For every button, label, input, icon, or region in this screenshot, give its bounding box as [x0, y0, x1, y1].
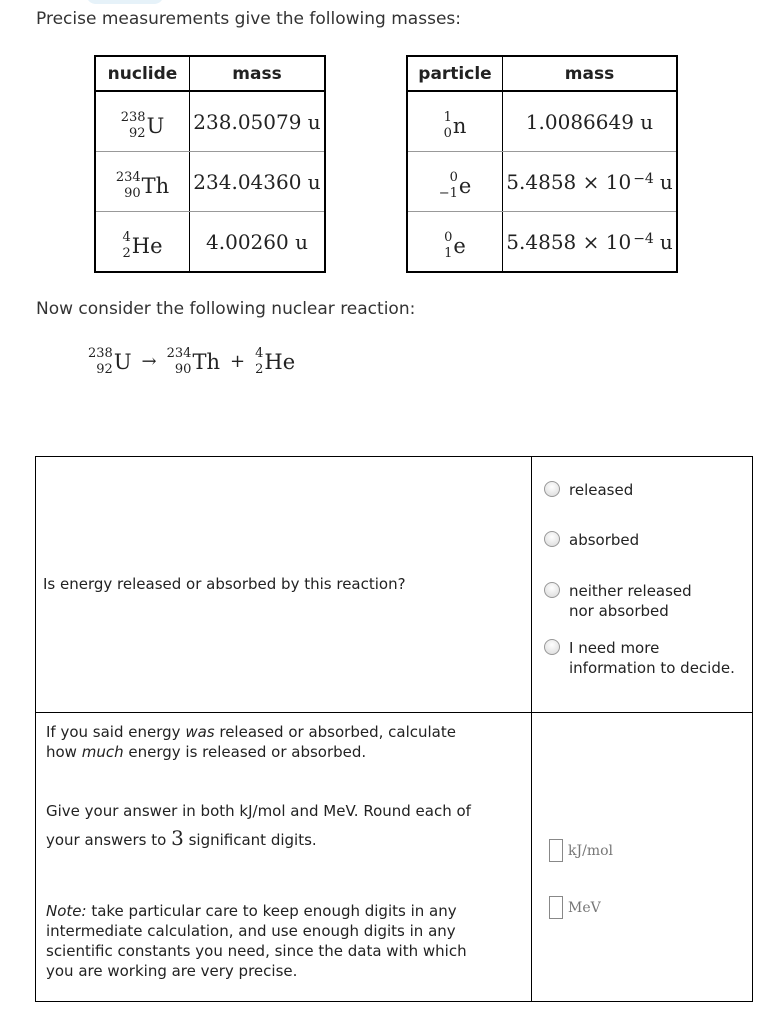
nuclide-th234: 234 90 Th: [115, 170, 170, 201]
column-divider: [531, 457, 532, 1001]
nuclide-header: nuclide: [95, 56, 190, 91]
kjmol-answer: [549, 839, 613, 862]
table-row: [407, 152, 677, 212]
particle-positron: 0 1 e: [444, 230, 466, 261]
question2-para2: Give your answer in both kJ/mol and MeV. Round each of your answers to 3 significant digits.: [46, 802, 471, 850]
option-released[interactable]: [544, 480, 633, 500]
question-box: [35, 456, 753, 1002]
nuclide-he4: 4 2 He: [122, 230, 163, 261]
arrow: →: [141, 351, 157, 372]
table-row: [407, 212, 677, 273]
mev-unit: MeV: [568, 899, 601, 916]
question1-row: [36, 457, 752, 713]
nuclide-table: [94, 55, 326, 273]
question2-note: Note: take particular care to keep enough digits in any intermediate calculation, and use enough digits in any scientific constants you need, since the data with which you are working are very precise.: [46, 902, 467, 980]
table-row: [95, 152, 325, 212]
option-label: neither released nor absorbed: [569, 582, 692, 620]
table-row: [407, 91, 677, 152]
mass-value: 4.00260 u: [190, 212, 326, 273]
nuclide-u238: 238 92 U: [120, 110, 165, 141]
mass-header: mass: [503, 56, 678, 91]
particle-header: particle: [407, 56, 503, 91]
top-tab-decoration: [86, 0, 164, 4]
mev-answer: [549, 896, 601, 919]
plus-sign: +: [230, 351, 246, 372]
kjmol-input[interactable]: [549, 839, 563, 862]
mass-value: 234.04360 u: [190, 152, 326, 212]
option-absorbed[interactable]: [544, 530, 639, 550]
mass-value: 238.05079 u: [190, 91, 326, 152]
intro-text: Precise measurements give the following masses:: [36, 9, 461, 29]
option-neither[interactable]: [544, 581, 692, 621]
reaction-intro: Now consider the following nuclear reaction:: [36, 299, 416, 319]
option-label: absorbed: [569, 531, 640, 549]
question2-para1: If you said energy was released or absorbed, calculate how much energy is released or absorbed.: [46, 723, 456, 761]
option-label: I need more information to decide.: [569, 639, 735, 677]
mev-input[interactable]: [549, 896, 563, 919]
particle-neutron: 1 0 n: [443, 110, 467, 141]
radio-button[interactable]: [544, 639, 560, 655]
mass-value: 5.4858 × 10 $^{-4}$ u: [503, 152, 678, 212]
table-row: [95, 91, 325, 152]
radio-button[interactable]: [544, 582, 560, 598]
product-he4: 4 2 He: [255, 346, 296, 377]
particle-table: [406, 55, 678, 273]
kjmol-unit: kJ/mol: [568, 842, 613, 859]
mass-value: 1.0086649 u: [503, 91, 678, 152]
reactant-u238: 238 92 U: [88, 346, 132, 377]
product-th234: 234 90 Th: [166, 346, 220, 377]
radio-button[interactable]: [544, 531, 560, 547]
option-label: released: [569, 481, 634, 499]
question1-prompt: Is energy released or absorbed by this reaction?: [43, 575, 406, 593]
option-need-more-info[interactable]: [544, 638, 735, 678]
question2-row: [36, 712, 752, 1001]
mass-header: mass: [190, 56, 326, 91]
reaction-equation: [88, 346, 295, 377]
particle-electron: 0 −1 e: [438, 170, 472, 201]
radio-button[interactable]: [544, 481, 560, 497]
table-row: [95, 212, 325, 273]
mass-value: 5.4858 × 10 $^{-4}$ u: [503, 212, 678, 273]
